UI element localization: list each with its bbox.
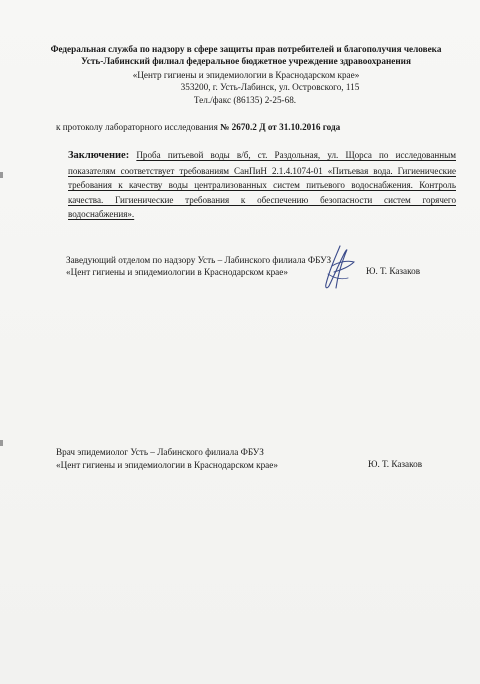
doctor-title-line2: «Цент гигиены и эпидемиологии в Краснодарском крае» [56, 460, 278, 470]
protocol-number-date: № 2670.2 Д от 31.10.2016 года [220, 122, 341, 132]
conclusion-block: Заключение: Проба питьевой воды в/б, ст. Раздольная, ул. Щорса по исследованным показателям соответствует требованиям СанПиН 2.1.4.1074-01 «Питьевая вода. Гигиенические требования к качеству воды централизованных систем питьевого водоснабжения. Контроль качества. Гигиенические требования к обеспечению безопасности систем горячего водоснабжения». [68, 150, 456, 220]
conclusion-text: Проба питьевой воды в/б, ст. Раздольная, ул. Щорса по исследованным показателям соответствует требованиям СанПиН 2.1.4.1074-01 «Питьевая вода. Гигиенические требования к качеству воды централизованных систем питьевого водоснабжения. Контроль качества. Гигиенические требования к обеспечению безопасности систем горячего водоснабжения». [68, 150, 456, 220]
header-address: 353200, г. Усть-Лабинск, ул. Островского, 115 [180, 82, 360, 92]
protocol-prefix: к протоколу лабораторного исследования [56, 122, 221, 132]
handwritten-signature [318, 244, 358, 292]
header-branch: Усть-Лабинский филиал федеральное бюджетное учреждение здравоохранения [81, 56, 411, 66]
header-agency: Федеральная служба по надзору в сфере защиты прав потребителей и благополучия человека [50, 44, 442, 54]
signature-org-line2: «Цент гигиены и эпидемиологии в Краснодарском крае» [66, 267, 288, 277]
scan-edge-mark [0, 440, 3, 446]
signature-name: Ю. Т. Казаков [366, 266, 421, 276]
header-phone: Тел./факс (86135) 2-25-68. [193, 95, 297, 105]
signature-organization [66, 254, 331, 278]
doctor-block [56, 446, 278, 472]
conclusion-label: Заключение [68, 150, 126, 161]
scan-edge-mark [0, 172, 3, 178]
protocol-reference [56, 122, 340, 132]
doctor-title-line1: Врач эпидемиолог Усть – Лабинского филиала ФБУЗ [56, 447, 264, 457]
doctor-name: Ю. Т. Казаков [368, 459, 423, 469]
signature-org-line1: Заведующий отделом по надзору Усть – Лабинского филиала ФБУЗ [66, 255, 332, 265]
header-center: «Центр гигиены и эпидемиологии в Краснодарском крае» [132, 70, 360, 80]
